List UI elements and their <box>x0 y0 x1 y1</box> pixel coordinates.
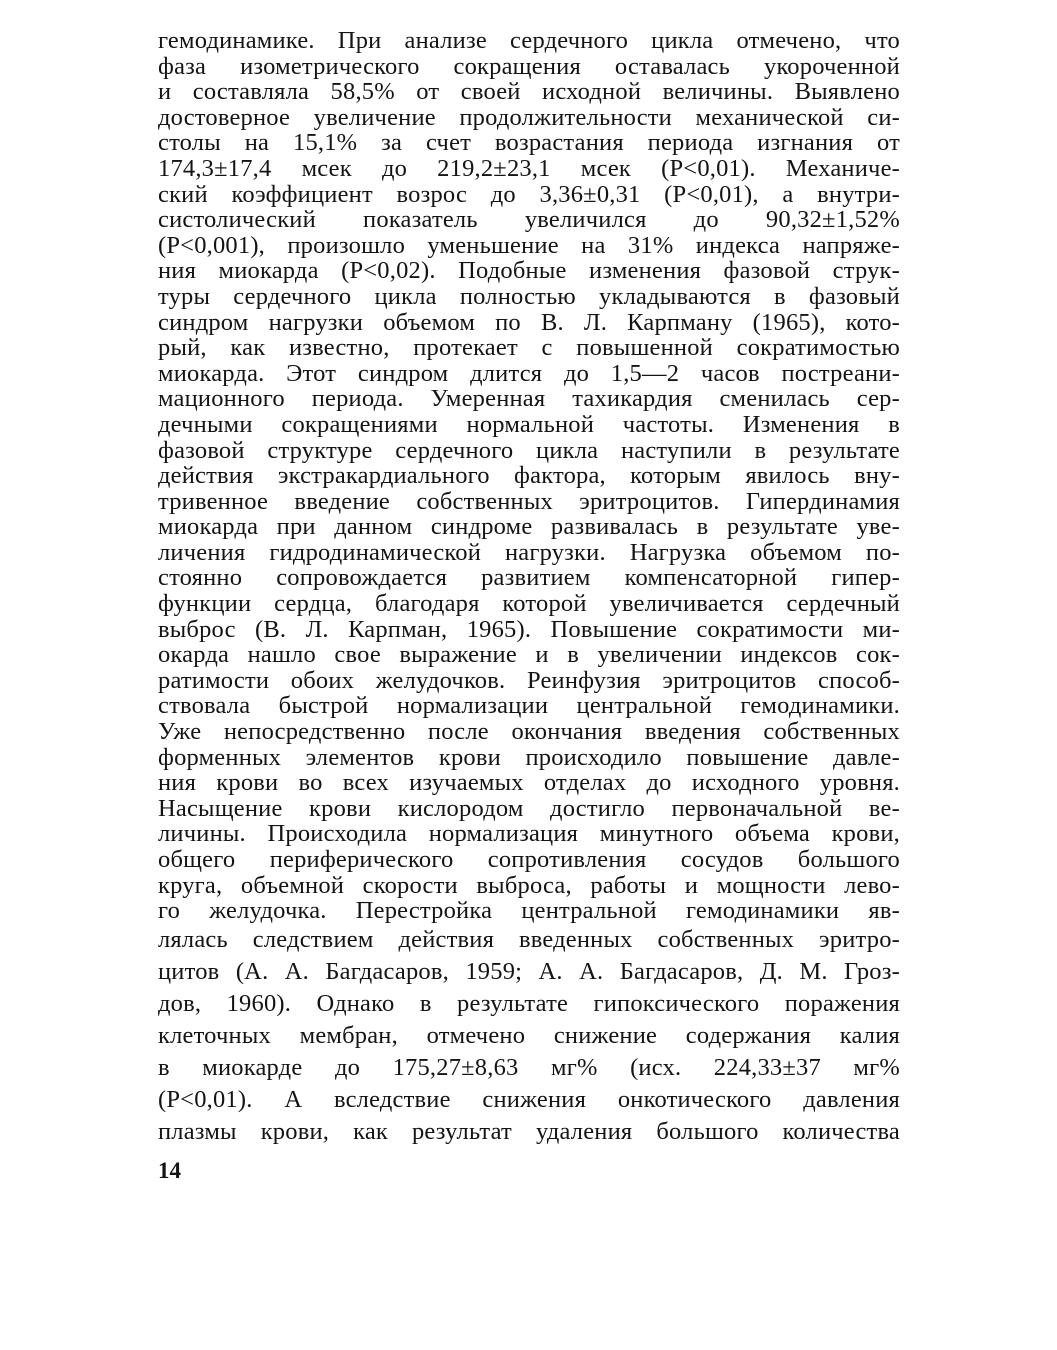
text-line: туры сердечного цикла полностью укладываются в фазовый <box>158 282 900 310</box>
text-line: тривенное введение собственных эритроцитов. Гипердинамия <box>158 487 900 515</box>
text-line: Насыщение крови кислородом достигло первоначальной ве- <box>158 794 900 822</box>
text-line: личины. Происходила нормализация минутного объема крови, <box>158 820 900 848</box>
text-line: функции сердца, благодаря которой увеличивается сердечный <box>158 590 900 618</box>
text-line: Уже непосредственно после окончания введения собственных <box>158 718 900 746</box>
text-line: миокарда. Этот синдром длится до 1,5—2 часов постреани- <box>158 359 900 387</box>
text-line: лялась следствием действия введенных собственных эритро- <box>158 925 900 953</box>
text-line: го желудочка. Перестройка центральной гемодинамики яв- <box>158 897 900 925</box>
text-line: мационного периода. Умеренная тахикардия сменилась сер- <box>158 385 900 413</box>
text-line: (P<0,01). А вследствие снижения онкотического давления <box>158 1085 900 1113</box>
text-line: систолический показатель увеличился до 90,32±1,52% <box>158 206 900 234</box>
text-line: личения гидродинамической нагрузки. Нагрузка объемом по- <box>158 538 900 566</box>
text-line: дов, 1960). Однако в результате гипоксического поражения <box>158 989 900 1017</box>
text-line: ния крови во всех изучаемых отделах до исходного уровня. <box>158 769 900 797</box>
text-line: и составляла 58,5% от своей исходной величины. Выявлено <box>158 78 900 106</box>
text-line: фаза изометрического сокращения оставалась укороченной <box>158 52 900 80</box>
text-line: (P<0,001), произошло уменьшение на 31% индекса напряже- <box>158 231 900 259</box>
page-body-text <box>158 28 900 1148</box>
text-line: выброс (В. Л. Карпман, 1965). Повышение сократимости ми- <box>158 615 900 643</box>
text-line: синдром нагрузки объемом по В. Л. Карпману (1965), кото- <box>158 308 900 336</box>
text-line: цитов (А. А. Багдасаров, 1959; А. А. Багдасаров, Д. М. Гроз- <box>158 957 900 985</box>
text-line: дечными сокращениями нормальной частоты. Изменения в <box>158 410 900 438</box>
text-line: гемодинамике. При анализе сердечного цикла отмечено, что <box>158 27 900 54</box>
text-line: фазовой структуре сердечного цикла наступили в результате <box>158 436 900 464</box>
page-number: 14 <box>158 1158 181 1183</box>
text-line: общего периферического сопротивления сосудов большого <box>158 846 900 873</box>
text-line: ствовала быстрой нормализации центральной гемодинамики. <box>158 692 900 720</box>
text-line: достоверное увеличение продолжительности механической си- <box>158 103 900 131</box>
text-line: рый, как известно, протекает с повышенной сократимостью <box>158 334 900 362</box>
text-line: действия экстракардиального фактора, которым явилось вну- <box>158 462 900 490</box>
text-line: ратимости обоих желудочков. Реинфузия эритроцитов способ- <box>158 666 900 694</box>
text-line: в миокарде до 175,27±8,63 мг% (исх. 224,33±37 мг% <box>158 1053 900 1081</box>
text-line: столы на 15,1% за счет возрастания периода изгнания от <box>158 129 900 157</box>
text-line: миокарда при данном синдроме развивалась в результате уве- <box>158 513 900 541</box>
text-line: форменных элементов крови происходило повышение давле- <box>158 743 900 771</box>
text-line: окарда нашло свое выражение и в увеличении индексов сок- <box>158 641 900 669</box>
text-line: клеточных мембран, отмечено снижение содержания калия <box>158 1021 900 1049</box>
text-line: плазмы крови, как результат удаления большого количества <box>158 1117 900 1145</box>
text-line: ский коэффициент возрос до 3,36±0,31 (P<0,01), а внутри- <box>158 180 900 208</box>
text-line: ния миокарда (P<0,02). Подобные изменения фазовой струк- <box>158 257 900 285</box>
text-line: 174,3±17,4 мсек до 219,2±23,1 мсек (P<0,01). Механиче- <box>158 154 900 182</box>
text-line: стоянно сопровождается развитием компенсаторной гипер- <box>158 564 900 592</box>
text-line: круга, объемной скорости выброса, работы и мощности лево- <box>158 871 900 899</box>
